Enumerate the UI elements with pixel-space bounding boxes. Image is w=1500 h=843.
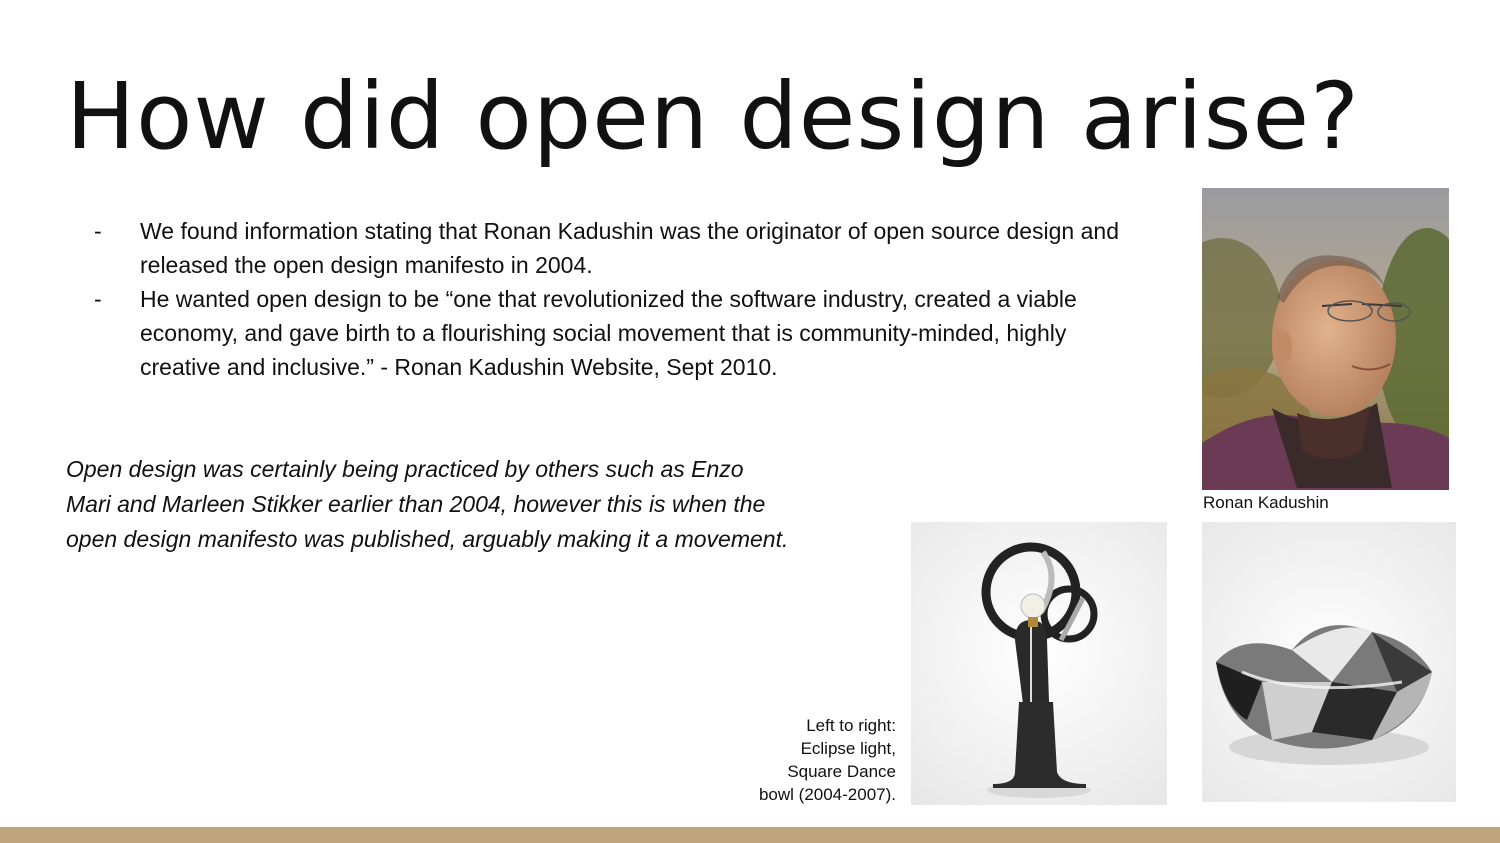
note-line: open design manifesto was published, arguably making it a movement. [66, 526, 789, 552]
bullet-item [90, 282, 1140, 384]
portrait-caption: Ronan Kadushin [1203, 493, 1329, 512]
bullet-text: We found information stating that Ronan Kadushin was the originator of open source design and released the open design manifesto in 2004. [140, 218, 1119, 278]
square-dance-bowl-image [1202, 522, 1456, 802]
caption-line: Eclipse light, [800, 739, 896, 758]
products-caption [700, 714, 896, 806]
bullet-text: He wanted open design to be “one that revolutionized the software industry, created a viable economy, and gave birth to a flourishing social movement that is community-minded, highly creative and inclusive.” - Ronan Kadushin Website, Sept 2010. [140, 286, 1077, 380]
bullet-marker: - [94, 286, 102, 312]
bullet-item [90, 214, 1140, 282]
note-line: Open design was certainly being practiced by others such as Enzo [66, 456, 744, 482]
bullet-list [90, 214, 1140, 384]
slide-title: How did open design arise? [66, 63, 1360, 170]
caption-line: Square Dance [787, 762, 896, 781]
bullet-marker: - [94, 218, 102, 244]
footer-bar [0, 827, 1500, 843]
caption-line: Left to right: [806, 716, 896, 735]
caption-line: bowl (2004-2007). [758, 785, 896, 804]
note-line: Mari and Marleen Stikker earlier than 2004, however this is when the [66, 491, 766, 517]
italic-note [66, 452, 866, 557]
portrait-photo [1202, 188, 1449, 490]
eclipse-light-image [911, 522, 1167, 805]
